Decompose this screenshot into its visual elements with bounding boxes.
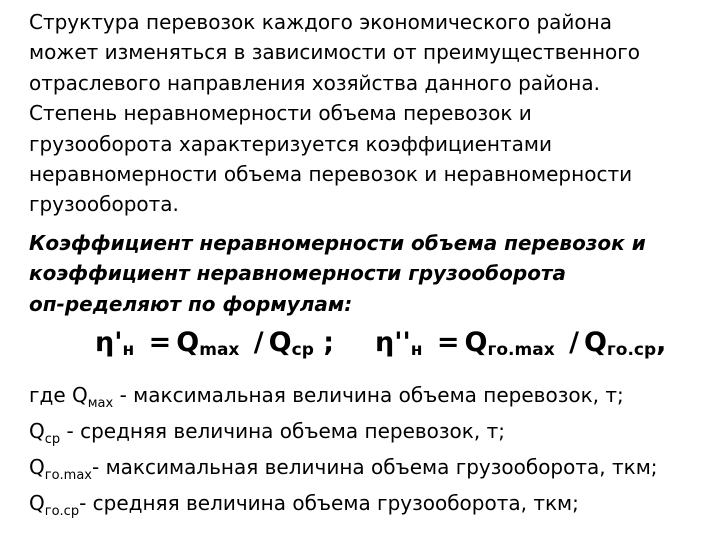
- definition-subscript: го.ср: [44, 504, 80, 519]
- formula-equals: =: [148, 327, 172, 358]
- definition-text: - средняя величина объема перевозок, т;: [60, 419, 505, 443]
- formula-denominator: Q: [268, 327, 292, 358]
- definition-prefix: Q: [29, 491, 45, 515]
- text-line: Структура перевозок каждого экономического района: [29, 10, 612, 34]
- formula-divide: /: [569, 327, 579, 358]
- text-line: грузооборота характеризуется коэффициентами: [29, 131, 552, 156]
- definition-prefix: Q: [29, 419, 45, 443]
- formula-symbol: η': [95, 327, 123, 358]
- formula-volume-coefficient: [95, 323, 334, 366]
- text-line: отраслевого направления хозяйства данного района.: [29, 70, 600, 95]
- emphasis-paragraph: [29, 228, 709, 319]
- definition-subscript: го.max: [44, 468, 92, 483]
- text-line: может изменяться в зависимости от преимущественного: [29, 40, 641, 65]
- intro-paragraph: [29, 7, 709, 220]
- text-line: оп-ределяют по формулам:: [29, 291, 353, 316]
- formula-divide: /: [253, 327, 264, 358]
- definitions-list: [29, 379, 709, 523]
- formula-numerator: Q: [176, 327, 200, 358]
- definition-subscript: мах: [87, 396, 114, 411]
- definition-subscript: ср: [44, 432, 61, 447]
- definition-text: - максимальная величина объема перевозок, т;: [113, 383, 624, 407]
- formula-denominator: Q: [583, 327, 607, 358]
- formula-denominator-subscript: ср: [291, 340, 314, 360]
- formula-end: ,: [656, 327, 667, 358]
- formula-end: ;: [323, 327, 335, 358]
- formula-equals: =: [436, 327, 460, 358]
- definition-text: - средняя величина объема грузооборота, ткм;: [79, 491, 579, 515]
- text-line: грузооборота.: [29, 192, 179, 217]
- text-line: неравномерности объема перевозок и неравномерности: [29, 162, 633, 187]
- definition-line: [29, 415, 709, 451]
- text-line: Коэффициент неравномерности объема перевозок и: [29, 231, 646, 255]
- definition-text: - максимальная величина объема грузооборота, ткм;: [92, 455, 658, 479]
- definition-line: [29, 451, 709, 487]
- formula-turnover-coefficient: [375, 323, 666, 366]
- definition-line: [29, 487, 709, 523]
- text-line: коэффициент неравномерности грузооборота: [29, 261, 567, 286]
- formula-symbol-subscript: н: [122, 340, 135, 360]
- formula-symbol-subscript: н: [410, 340, 423, 360]
- formula-numerator: Q: [464, 327, 488, 358]
- definition-prefix: Q: [29, 455, 45, 479]
- formula-denominator-subscript: го.ср: [606, 340, 657, 360]
- definition-prefix: где Q: [29, 383, 88, 407]
- formula-numerator-subscript: max: [199, 340, 240, 360]
- text-line: Степень неравномерности объема перевозок и: [29, 101, 532, 126]
- formula-numerator-subscript: го.max: [487, 340, 555, 360]
- formula-symbol: η'': [375, 327, 411, 358]
- definition-line: [29, 379, 709, 415]
